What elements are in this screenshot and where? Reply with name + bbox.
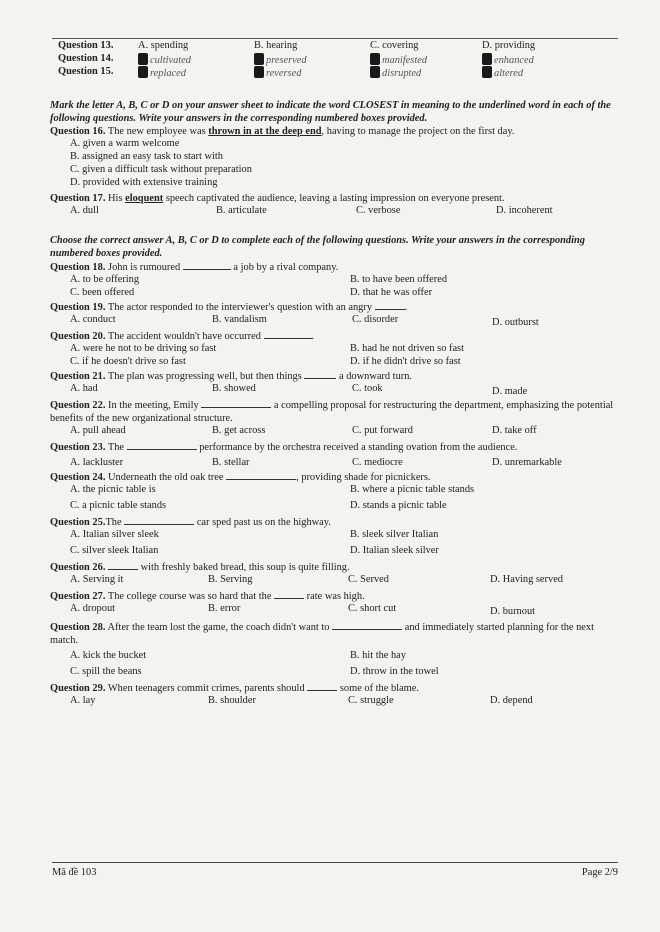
q16-a-row — [50, 138, 622, 151]
q23-pre: The — [107, 442, 125, 453]
q26-label: Question 26. — [50, 562, 106, 573]
q15-option-c[interactable] — [370, 66, 421, 80]
q22-pre: In the meeting, Emily — [108, 400, 199, 411]
q19-option-b[interactable]: B. vandalism — [212, 314, 267, 325]
q25-pre: The — [105, 517, 122, 528]
q21-option-a[interactable]: A. had — [70, 383, 98, 394]
q21-option-d[interactable]: D. made — [492, 386, 528, 397]
q26-option-a[interactable]: A. Serving it — [70, 574, 124, 585]
q14-label: Question 14. — [58, 53, 114, 64]
q20-option-a[interactable]: A. were he not to be driving so fast — [70, 343, 217, 354]
q17-stem — [50, 192, 622, 205]
q24-label: Question 24. — [50, 472, 106, 483]
q18-option-b[interactable]: B. to have been offered — [350, 274, 448, 285]
q22-stem — [50, 398, 622, 425]
q28-blank[interactable] — [332, 620, 402, 630]
q19-pre: The actor responded to the interviewer's question with an angry — [107, 302, 373, 313]
q26-blank[interactable] — [108, 560, 138, 570]
q15-option-b-text: reversed — [266, 68, 302, 79]
q28-row1 — [50, 650, 622, 663]
q17-underlined: eloquent — [125, 193, 164, 204]
q24-option-b[interactable]: B. where a picnic table stands — [350, 484, 475, 495]
q28-post: and immediately started planning for the next match. — [50, 622, 595, 646]
q27-option-a[interactable]: A. dropout — [70, 603, 116, 614]
q21-post: a downward turn. — [339, 371, 413, 382]
q19-option-d[interactable]: D. outburst — [492, 317, 539, 328]
q13-label: Question 13. — [58, 40, 114, 51]
q25-option-b[interactable]: B. sleek silver Italian — [350, 529, 439, 540]
q20-label: Question 20. — [50, 331, 106, 342]
q22-option-c[interactable]: C. put forward — [352, 425, 413, 436]
q29-option-c[interactable]: C. struggle — [348, 695, 394, 706]
q23-option-d[interactable]: D. unremarkable — [492, 457, 562, 468]
q23-label: Question 23. — [50, 442, 106, 453]
q22-option-b[interactable]: B. get across — [212, 425, 266, 436]
q16-post: , having to manage the project on the first day. — [321, 126, 515, 137]
q16-underlined: thrown in at the deep end — [208, 126, 322, 137]
q17-post: speech captivated the audience, leaving a lasting impression on everyone present. — [165, 193, 505, 204]
q28-stem — [50, 620, 622, 647]
q22-label: Question 22. — [50, 400, 106, 411]
q27-option-b[interactable]: B. error — [208, 603, 241, 614]
q28-option-a[interactable]: A. kick the bucket — [70, 650, 147, 661]
q17-label: Question 17. — [50, 193, 106, 204]
q18-option-a[interactable]: A. to be offering — [70, 274, 140, 285]
ink-blot-icon — [370, 66, 380, 78]
q16-d-row — [50, 177, 622, 190]
q13-option-d[interactable]: D. providing — [482, 40, 536, 51]
q15-label: Question 15. — [58, 66, 114, 77]
q25-row2 — [50, 545, 622, 558]
q25-post: car sped past us on the highway. — [196, 517, 331, 528]
q23-option-b[interactable]: B. stellar — [212, 457, 250, 468]
q18-option-d[interactable]: D. that he was offer — [350, 287, 433, 298]
q22-post: a compelling proposal for restructuring the department, emphasizing the potential benefits of the new organizational structure. — [50, 400, 614, 424]
q20-option-c[interactable]: C. if he doesn't drive so fast — [70, 356, 186, 367]
q16-stem — [50, 125, 622, 138]
q23-blank[interactable] — [127, 440, 197, 450]
q13-row — [50, 40, 622, 53]
q21-stem — [50, 369, 622, 383]
q17-option-d[interactable]: D. incoherent — [496, 205, 553, 216]
q18-row1 — [50, 274, 622, 287]
q28-option-c[interactable]: C. spill the beans — [70, 666, 142, 677]
page-footer — [52, 862, 618, 879]
q15-option-d[interactable] — [482, 66, 523, 80]
q16-option-c[interactable]: C. given a difficult task without preparation — [70, 164, 252, 175]
q17-options — [50, 205, 622, 218]
q13-option-b[interactable]: B. hearing — [254, 40, 298, 51]
q16-option-a[interactable]: A. given a warm welcome — [70, 138, 180, 149]
q15-option-c-text: disrupted — [382, 68, 422, 79]
q25-option-a[interactable]: A. Italian silver sleek — [70, 529, 159, 540]
q20-row1 — [50, 343, 622, 356]
q26-post: with freshly baked bread, this soup is quite filling. — [140, 562, 350, 573]
q23-stem — [50, 440, 622, 454]
exam-code: Mã đề 103 — [52, 867, 97, 878]
q15-option-a[interactable] — [138, 66, 186, 80]
q29-blank[interactable] — [307, 681, 337, 691]
q26-option-b[interactable]: B. Serving — [208, 574, 253, 585]
q14-row — [50, 53, 622, 66]
q28-pre: After the team lost the game, the coach didn't want to — [107, 622, 330, 633]
q24-row1 — [50, 484, 622, 497]
q26-option-c[interactable]: C. Served — [348, 574, 389, 585]
q27-option-c[interactable]: C. short cut — [348, 603, 397, 614]
q17-option-c[interactable]: C. verbose — [356, 205, 401, 216]
ink-blot-icon — [138, 66, 148, 78]
q27-blank[interactable] — [274, 589, 304, 599]
q28-option-d[interactable]: D. throw in the towel — [350, 666, 439, 677]
q14-option-a-text: cultivated — [150, 55, 191, 66]
q16-b-row — [50, 151, 622, 164]
q19-post: . — [404, 302, 408, 313]
q15-option-a-text: replaced — [150, 68, 186, 79]
q29-stem — [50, 681, 622, 695]
q18-stem — [50, 260, 622, 274]
q26-stem — [50, 560, 622, 574]
q27-post: rate was high. — [306, 591, 365, 602]
q22-option-d[interactable]: D. take off — [492, 425, 537, 436]
ink-blot-icon — [254, 66, 264, 78]
q27-options — [50, 603, 622, 616]
q16-c-row — [50, 164, 622, 177]
q21-option-b[interactable]: B. showed — [212, 383, 256, 394]
q25-option-d[interactable]: D. Italian sleek silver — [350, 545, 439, 556]
q25-label: Question 25. — [50, 517, 106, 528]
q27-pre: The college course was so hard that the — [107, 591, 272, 602]
ink-blot-icon — [138, 53, 148, 65]
ink-blot-icon — [370, 53, 380, 65]
page-number: Page 2/9 — [581, 867, 618, 878]
q26-option-d[interactable]: D. Having served — [490, 574, 564, 585]
q29-label: Question 29. — [50, 683, 106, 694]
q18-row2 — [50, 287, 622, 300]
q24-blank[interactable] — [226, 470, 296, 480]
content — [50, 34, 622, 708]
q23-option-c[interactable]: C. mediocre — [352, 457, 403, 468]
q27-stem — [50, 589, 622, 603]
ink-blot-icon — [482, 53, 492, 65]
q15-option-d-text: altered — [494, 68, 524, 79]
q19-label: Question 19. — [50, 302, 106, 313]
q25-option-c[interactable]: C. silver sleek Italian — [70, 545, 159, 556]
q29-option-a[interactable]: A. lay — [70, 695, 96, 706]
q24-option-d[interactable]: D. stands a picnic table — [350, 500, 447, 511]
q28-option-b[interactable]: B. hit the hay — [350, 650, 406, 661]
q17-option-b[interactable]: B. articulate — [216, 205, 267, 216]
q27-option-d[interactable]: D. burnout — [490, 606, 536, 617]
q23-post: performance by the orchestra received a standing ovation from the audience. — [199, 442, 518, 453]
q22-options — [50, 425, 622, 438]
q19-option-c[interactable]: C. disorder — [352, 314, 399, 325]
q20-stem — [50, 329, 622, 343]
ink-blot-icon — [254, 53, 264, 65]
q16-option-d[interactable]: D. provided with extensive training — [70, 177, 218, 188]
q15-row — [50, 66, 622, 79]
q14-option-d-text: enhanced — [494, 55, 534, 66]
q24-post: , providing shade for picnickers. — [296, 472, 431, 483]
instruction-complete: Choose the correct answer A, B, C or D to complete each of the following questions. Write your answers in the corresponding numbered boxes provided. — [50, 235, 585, 259]
q21-pre: The plan was progressing well, but then things — [107, 371, 302, 382]
q18-option-c[interactable]: C. been offered — [70, 287, 135, 298]
q29-post: some of the blame. — [339, 683, 419, 694]
q25-blank[interactable] — [124, 515, 194, 525]
q23-options — [50, 457, 622, 470]
q16-option-b[interactable]: B. assigned an easy task to start with — [70, 151, 223, 162]
q24-pre: Underneath the old oak tree — [108, 472, 224, 483]
q28-label: Question 28. — [50, 622, 106, 633]
q29-options — [50, 695, 622, 708]
q20-row2 — [50, 356, 622, 369]
q19-stem — [50, 300, 622, 314]
q25-row1 — [50, 529, 622, 542]
q18-pre: John is rumoured — [108, 262, 181, 273]
q24-option-a[interactable]: A. the picnic table is — [70, 484, 156, 495]
q21-blank[interactable] — [304, 369, 336, 379]
q18-blank[interactable] — [183, 260, 231, 270]
q19-option-a[interactable]: A. conduct — [70, 314, 116, 325]
q17-option-a[interactable]: A. dull — [70, 205, 99, 216]
q16-label: Question 16. — [50, 126, 106, 137]
q21-option-c[interactable]: C. took — [352, 383, 383, 394]
q13-option-a[interactable]: A. spending — [138, 40, 189, 51]
q29-option-b[interactable]: B. shoulder — [208, 695, 256, 706]
q26-options — [50, 574, 622, 587]
q20-option-d[interactable]: D. if he didn't drive so fast — [350, 356, 461, 367]
q29-pre: When teenagers commit crimes, parents should — [107, 683, 305, 694]
q27-label: Question 27. — [50, 591, 106, 602]
q24-option-c[interactable]: C. a picnic table stands — [70, 500, 167, 511]
q14-option-b-text: preserved — [266, 55, 307, 66]
q18-post: a job by a rival company. — [233, 262, 339, 273]
q17-pre: His — [108, 193, 123, 204]
q16-pre: The new employee was — [107, 126, 206, 137]
q20-pre: The accident wouldn't have occurred — [107, 331, 261, 342]
q28-row2 — [50, 666, 622, 679]
q14-option-c-text: manifested — [382, 55, 428, 66]
q20-blank[interactable] — [264, 329, 312, 339]
q24-row2 — [50, 500, 622, 513]
q19-blank[interactable] — [375, 300, 405, 310]
q22-option-a[interactable]: A. pull ahead — [70, 425, 126, 436]
q21-options — [50, 383, 622, 396]
q24-stem — [50, 470, 622, 484]
instruction-closest: Mark the letter A, B, C or D on your answer sheet to indicate the word CLOSEST in meaning to the underlined word in each of the following questions. Write your answers in the corresponding numbered boxes provided. — [50, 100, 611, 124]
q25-stem — [50, 515, 622, 529]
q20-post: . — [311, 331, 315, 342]
q20-option-b[interactable]: B. had he not driven so fast — [350, 343, 464, 354]
q18-label: Question 18. — [50, 262, 106, 273]
q21-label: Question 21. — [50, 371, 106, 382]
q23-option-a[interactable]: A. lackluster — [70, 457, 124, 468]
q22-blank[interactable] — [201, 398, 271, 408]
q19-options — [50, 314, 622, 327]
q13-option-c[interactable]: C. covering — [370, 40, 419, 51]
q15-option-b[interactable] — [254, 66, 301, 80]
q29-option-d[interactable]: D. depend — [490, 695, 533, 706]
ink-blot-icon — [482, 66, 492, 78]
